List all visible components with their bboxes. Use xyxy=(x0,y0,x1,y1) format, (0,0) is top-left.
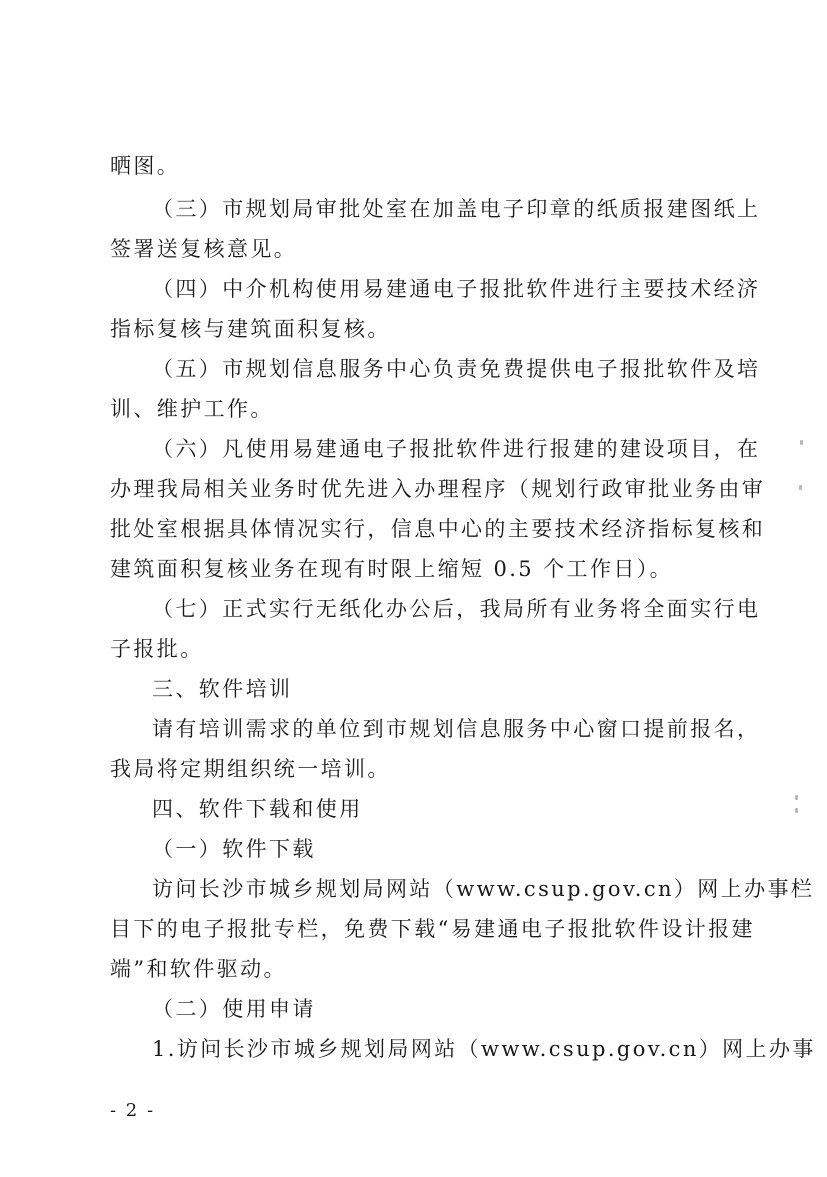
subsection-heading: （二）使用申请 xyxy=(152,997,316,1021)
text-line: 建筑面积复核业务在现有时限上缩短 0.5 个工作日）。 xyxy=(110,557,674,581)
scan-speck xyxy=(795,808,798,813)
section-heading: 三、软件培训 xyxy=(152,677,293,701)
page-number: - 2 - xyxy=(110,1100,156,1121)
subsection-heading: （一）软件下载 xyxy=(152,837,316,861)
text-line: 指标复核与建筑面积复核。 xyxy=(110,317,391,341)
text-line: 子报批。 xyxy=(110,637,204,661)
text-line: 签署送复核意见。 xyxy=(110,237,298,261)
text-line: （三）市规划局审批处室在加盖电子印章的纸质报建图纸上 xyxy=(152,197,761,221)
text-line: 目下的电子报批专栏，免费下载“易建通电子报批软件设计报建 xyxy=(110,917,755,941)
text-line: 晒图。 xyxy=(110,154,181,178)
scan-speck xyxy=(800,440,803,445)
text-line: （五）市规划信息服务中心负责免费提供电子报批软件及培 xyxy=(152,357,761,381)
text-line: 端”和软件驱动。 xyxy=(110,957,287,981)
text-line: （七）正式实行无纸化办公后，我局所有业务将全面实行电 xyxy=(152,597,761,621)
section-heading: 四、软件下载和使用 xyxy=(152,797,363,821)
scan-speck xyxy=(799,485,802,490)
text-line: 批处室根据具体情况实行，信息中心的主要技术经济指标复核和 xyxy=(110,517,766,541)
text-line: （四）中介机构使用易建通电子报批软件进行主要技术经济 xyxy=(152,277,761,301)
text-line: 请有培训需求的单位到市规划信息服务中心窗口提前报名， xyxy=(152,717,761,741)
text-line: 训、维护工作。 xyxy=(110,397,274,421)
text-line: 访问长沙市城乡规划局网站（www.csup.gov.cn）网上办事栏 xyxy=(152,877,815,901)
text-line: 我局将定期组织统一培训。 xyxy=(110,757,391,781)
text-line: （六）凡使用易建通电子报批软件进行报建的建设项目，在 xyxy=(152,437,761,461)
text-line: 1.访问长沙市城乡规划局网站（www.csup.gov.cn）网上办事 xyxy=(152,1037,816,1061)
scan-speck xyxy=(795,795,798,800)
text-line: 办理我局相关业务时优先进入办理程序（规划行政审批业务由审 xyxy=(110,477,766,501)
